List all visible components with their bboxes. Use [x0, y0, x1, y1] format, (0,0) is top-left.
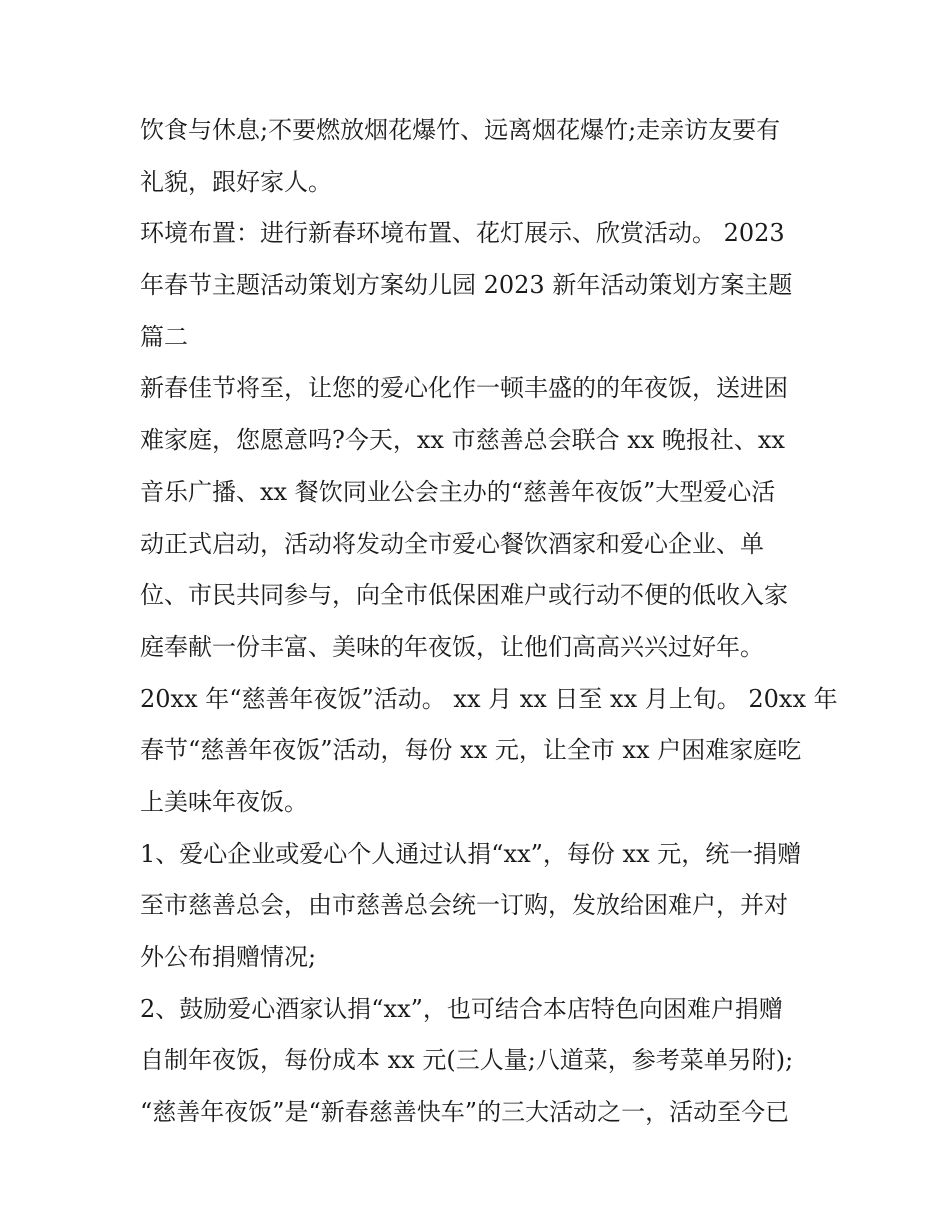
list-item-1-line: 1、爱心企业或爱心个人通过认捐“xx”，每份 xx 元，统一捐赠 — [140, 839, 802, 868]
text-line: 上美味年夜饭。 — [140, 787, 308, 816]
document-body — [140, 105, 838, 1139]
list-item-2-line: 2、鼓励爱心酒家认捐“xx”，也可结合本店特色向困难户捐赠 — [140, 994, 783, 1023]
text-line: 春节“慈善年夜饭”活动，每份 xx 元，让全市 xx 户困难家庭吃 — [140, 736, 802, 765]
text-line: 新春佳节将至，让您的爱心化作一顿丰盛的的年夜饭，送进困 — [140, 374, 788, 403]
text-line: 环境布置：进行新春环境布置、花灯展示、欣赏活动。 2023 — [140, 219, 785, 248]
text-line: 外公布捐赠情况; — [140, 943, 317, 971]
text-line: 年春节主题活动策划方案幼儿园 2023 新年活动策划方案主题 — [140, 271, 793, 300]
text-line: “慈善年夜饭”是“新春慈善快车”的三大活动之一，活动至今已 — [140, 1098, 790, 1127]
text-line: 位、市民共同参与，向全市低保困难户或行动不便的低收入家 — [140, 581, 788, 610]
text-line: 动正式启动，活动将发动全市爱心餐饮酒家和爱心企业、单 — [140, 529, 764, 558]
text-line: 礼貌，跟好家人。 — [140, 167, 332, 196]
text-line: 难家庭，您愿意吗?今天，xx 市慈善总会联合 xx 晚报社、xx — [140, 426, 785, 455]
text-line: 饮食与休息;不要燃放烟花爆竹、远离烟花爆竹;走亲访友要有 — [140, 116, 781, 144]
section-heading: 篇二 — [140, 322, 188, 351]
text-line: 自制年夜饭，每份成本 xx 元(三人量;八道菜，参考菜单另附); — [140, 1046, 794, 1075]
text-line: 20xx 年“慈善年夜饭”活动。 xx 月 xx 日至 xx 月上旬。 20xx 年 — [140, 684, 838, 713]
text-line: 音乐广播、xx 餐饮同业公会主办的“慈善年夜饭”大型爱心活 — [140, 477, 776, 506]
text-line: 庭奉献一份丰富、美味的年夜饭，让他们高高兴兴过好年。 — [140, 632, 764, 661]
text-line: 至市慈善总会，由市慈善总会统一订购，发放给困难户，并对 — [140, 891, 788, 920]
